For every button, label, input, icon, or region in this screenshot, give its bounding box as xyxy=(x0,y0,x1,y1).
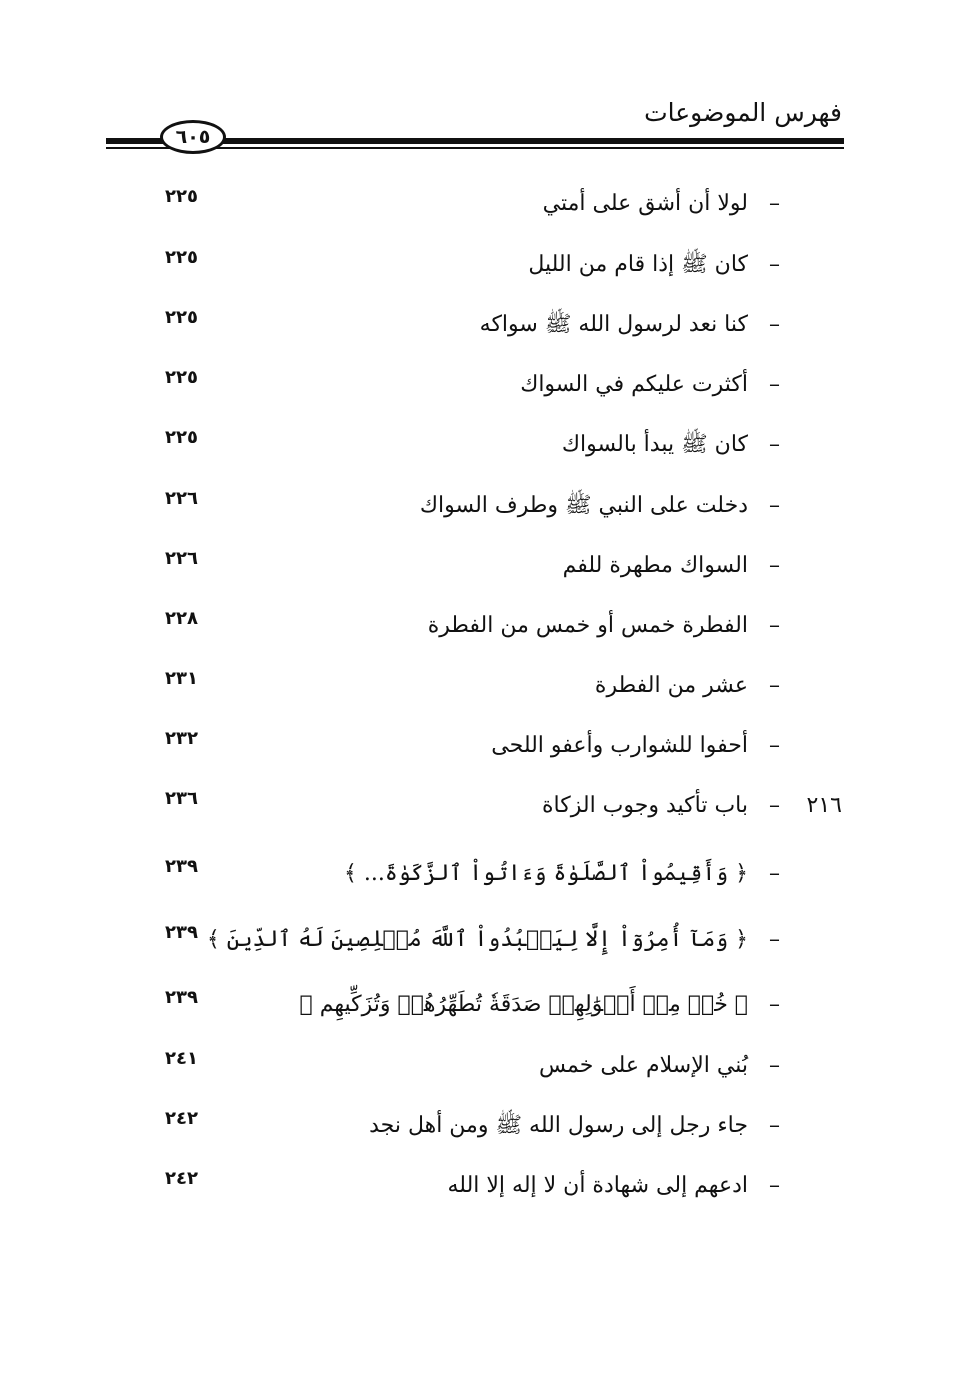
entry-dash: – xyxy=(769,252,780,277)
entry-page-number: ٢٤٢ xyxy=(165,1168,198,1189)
entry-title: أحفوا للشوارب وأعفو اللحى xyxy=(491,733,748,758)
entry-title: لولا أن أشق على أمتي xyxy=(542,191,748,216)
index-entry xyxy=(140,182,840,226)
entry-dash: – xyxy=(769,1173,780,1198)
index-entry xyxy=(140,1164,840,1208)
entry-page-number: ٢٢٥ xyxy=(165,307,198,328)
chapter-number: ٢١٦ xyxy=(806,793,842,818)
index-entry xyxy=(140,363,840,407)
entry-dash: – xyxy=(769,733,780,758)
entry-title: السواك مطهرة للفم xyxy=(562,553,748,578)
entry-title: ﴿ وَأَقِيمُواْ ٱلصَّلَوٰةَ وَءَاتُواْ ٱلزَّكَوٰةَ... ﴾ xyxy=(344,861,748,886)
entry-title: جاء رجل إلى رسول الله ﷺ ومن أهل نجد xyxy=(369,1113,748,1138)
entry-dash: – xyxy=(769,553,780,578)
entry-dash: – xyxy=(769,372,780,397)
entry-page-number: ٢٢٥ xyxy=(165,427,198,448)
entry-page-number: ٢٢٦ xyxy=(165,548,198,569)
index-entry xyxy=(140,243,840,287)
entry-dash: – xyxy=(769,432,780,457)
index-entry xyxy=(140,664,840,708)
entry-dash: – xyxy=(769,793,780,818)
index-entry xyxy=(140,423,840,467)
entry-page-number: ٢٣٦ xyxy=(165,788,198,809)
entry-dash: – xyxy=(769,312,780,337)
entry-page-number: ٢٢٥ xyxy=(165,186,198,207)
chapter-title: باب تأكيد وجوب الزكاة xyxy=(542,793,748,818)
entry-page-number: ٢٢٦ xyxy=(165,488,198,509)
index-entry xyxy=(140,604,840,648)
entry-page-number: ٢٣٩ xyxy=(165,922,198,943)
entry-title: أكثرت عليكم في السواك xyxy=(520,372,748,397)
running-header-title: فهرس الموضوعات xyxy=(644,98,842,127)
index-entry xyxy=(140,1044,840,1088)
entry-dash: – xyxy=(769,861,780,886)
index-entry xyxy=(140,852,840,896)
entry-title: ادعهم إلى شهادة أن لا إله إلا الله xyxy=(447,1173,748,1198)
entry-title: عشر من الفطرة xyxy=(594,673,748,698)
entry-page-number: ٢٣٩ xyxy=(165,856,198,877)
entry-page-number: ٢٢٥ xyxy=(165,247,198,268)
page-number: ٦٠٥ xyxy=(160,120,226,154)
entry-title: ﴿ خُذۡ مِنۡ أَمۡوَٰلِهِمۡ صَدَقَةٗ تُطَهِّرُهُمۡ وَتُزَكِّيهِم ﴾ xyxy=(299,992,748,1017)
entry-page-number: ٢٣٩ xyxy=(165,987,198,1008)
entry-dash: – xyxy=(769,992,780,1017)
index-entry xyxy=(140,918,840,962)
entry-dash: – xyxy=(769,673,780,698)
entry-page-number: ٢٣٢ xyxy=(165,728,198,749)
entry-page-number: ٢٢٨ xyxy=(165,608,198,629)
entry-dash: – xyxy=(769,493,780,518)
entry-title: كنا نعد لرسول الله ﷺ سواكه xyxy=(479,312,748,337)
entry-page-number: ٢٤٢ xyxy=(165,1108,198,1129)
entry-page-number: ٢٣١ xyxy=(165,668,198,689)
entry-dash: – xyxy=(769,927,780,952)
index-entry xyxy=(140,724,840,768)
entry-dash: – xyxy=(769,191,780,216)
index-entry xyxy=(140,544,840,588)
entry-title: ﴿ وَمَآ أُمِرُوٓاْ إِلَّا لِيَعۡبُدُواْ ٱللَّهَ مُخۡلِصِينَ لَهُ ٱلدِّينَ ﴾ xyxy=(206,927,748,952)
index-entry xyxy=(140,1104,840,1148)
index-entry xyxy=(140,983,840,1027)
entry-page-number: ٢٢٥ xyxy=(165,367,198,388)
entry-title: كان ﷺ يبدأ بالسواك xyxy=(561,432,748,457)
entry-dash: – xyxy=(769,613,780,638)
entry-dash: – xyxy=(769,1053,780,1078)
entry-title: دخلت على النبي ﷺ وطرف السواك xyxy=(419,493,748,518)
entry-title: الفطرة خمس أو خمس من الفطرة xyxy=(427,613,748,638)
index-entry xyxy=(140,484,840,528)
entry-title: كان ﷺ إذا قام من الليل xyxy=(528,252,748,277)
chapter-entry xyxy=(140,784,840,828)
index-entry xyxy=(140,303,840,347)
entry-page-number: ٢٤١ xyxy=(165,1048,198,1069)
entry-title: بُني الإسلام على خمس xyxy=(538,1053,748,1078)
entry-dash: – xyxy=(769,1113,780,1138)
